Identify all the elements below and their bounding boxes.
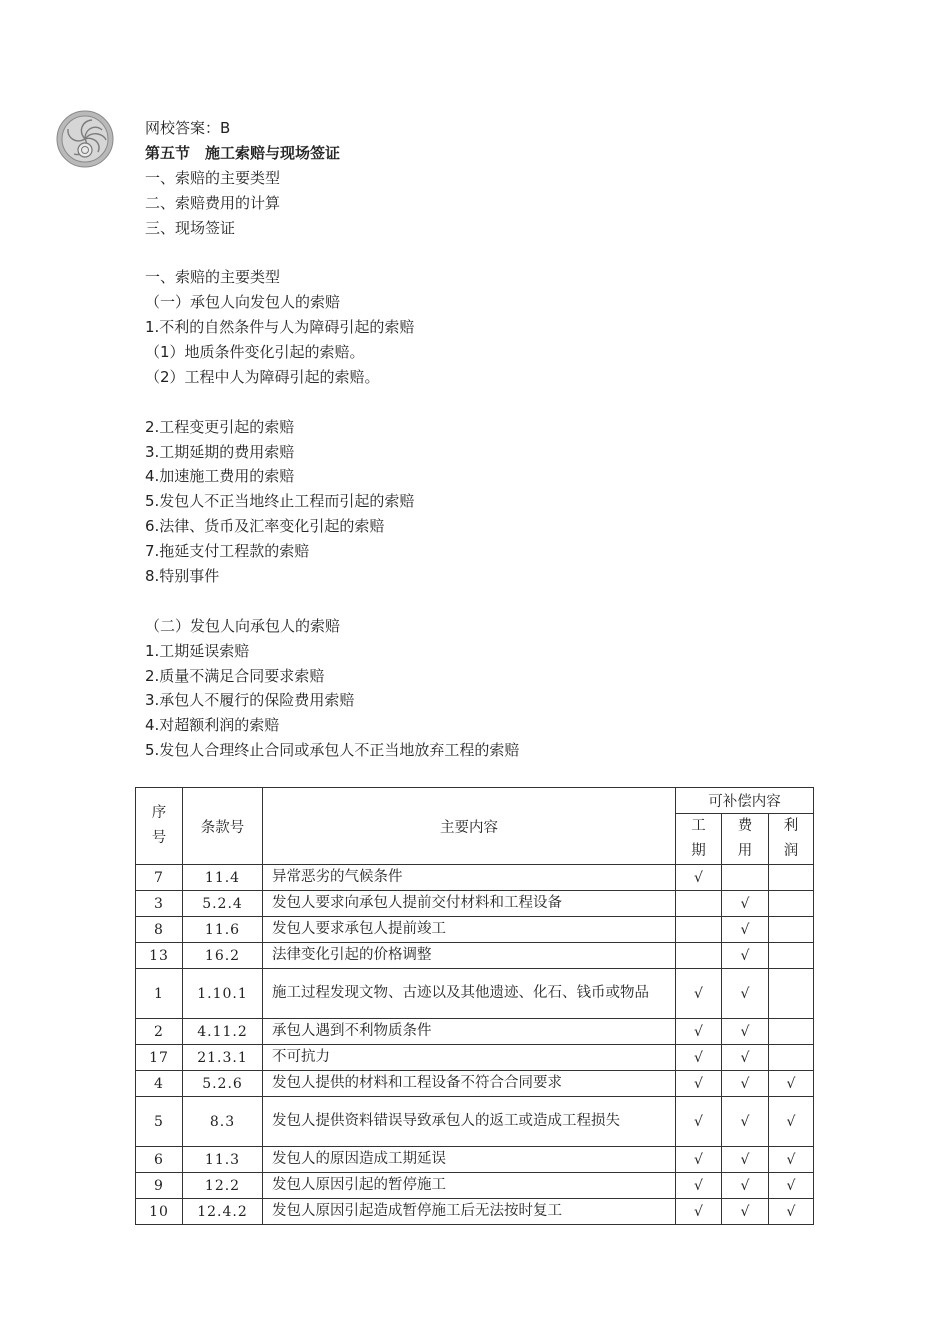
cell-content: 法律变化引起的价格调整 <box>263 943 676 969</box>
cell-cost: √ <box>722 1045 769 1071</box>
cell-clause: 12.4.2 <box>183 1199 263 1225</box>
cell-cost: √ <box>722 1147 769 1173</box>
list-item: 6.法律、货币及汇率变化引起的索赔 <box>145 517 385 536</box>
cell-seq: 6 <box>136 1147 183 1173</box>
cell-content: 发包人原因引起的暂停施工 <box>263 1173 676 1199</box>
cell-cost: √ <box>722 917 769 943</box>
cell-time <box>676 943 722 969</box>
cell-seq: 5 <box>136 1097 183 1147</box>
answer-line: 网校答案：B <box>145 119 231 137</box>
cell-cost: √ <box>722 891 769 917</box>
table-row <box>136 1173 814 1199</box>
table-row <box>136 1147 814 1173</box>
list-subitem: （2）工程中人为障碍引起的索赔。 <box>145 367 380 386</box>
list-item: 2.工程变更引起的索赔 <box>145 417 295 436</box>
cell-clause: 21.3.1 <box>183 1045 263 1071</box>
cell-time: √ <box>676 1019 722 1045</box>
cell-profit <box>769 865 814 891</box>
cell-seq: 10 <box>136 1199 183 1225</box>
list-item: 8.特别事件 <box>145 567 220 586</box>
cell-seq: 3 <box>136 891 183 917</box>
cell-content: 发包人要求向承包人提前交付材料和工程设备 <box>263 891 676 917</box>
cell-time <box>676 891 722 917</box>
cell-profit: √ <box>769 1147 814 1173</box>
cell-time: √ <box>676 865 722 891</box>
cell-profit: √ <box>769 1097 814 1147</box>
cell-clause: 12.2 <box>183 1173 263 1199</box>
cell-content: 不可抗力 <box>263 1045 676 1071</box>
school-logo-icon <box>52 110 118 168</box>
table-row <box>136 1019 814 1045</box>
table-row <box>136 1045 814 1071</box>
cell-clause: 5.2.6 <box>183 1071 263 1097</box>
cell-time: √ <box>676 1199 722 1225</box>
cell-time: √ <box>676 1071 722 1097</box>
table-row <box>136 969 814 1019</box>
cell-clause: 4.11.2 <box>183 1019 263 1045</box>
list-item: 7.拖延支付工程款的索赔 <box>145 542 310 561</box>
cell-clause: 8.3 <box>183 1097 263 1147</box>
cell-clause: 11.4 <box>183 865 263 891</box>
cell-profit: √ <box>769 1199 814 1225</box>
cell-time: √ <box>676 1147 722 1173</box>
cell-content: 发包人要求承包人提前竣工 <box>263 917 676 943</box>
list-item: 3.承包人不履行的保险费用索赔 <box>145 691 355 710</box>
table-row <box>136 865 814 891</box>
cell-seq: 9 <box>136 1173 183 1199</box>
cell-content: 发包人提供资料错误导致承包人的返工或造成工程损失 <box>263 1097 676 1147</box>
cell-seq: 4 <box>136 1071 183 1097</box>
table-row <box>136 1071 814 1097</box>
cell-content: 异常恶劣的气候条件 <box>263 865 676 891</box>
cell-cost: √ <box>722 969 769 1019</box>
outline-item: 二、索赔费用的计算 <box>145 193 281 212</box>
cell-clause: 1.10.1 <box>183 969 263 1019</box>
table-row <box>136 1199 814 1225</box>
part-heading: 一、索赔的主要类型 <box>145 268 281 287</box>
outline-item: 一、索赔的主要类型 <box>145 168 281 187</box>
cell-clause: 16.2 <box>183 943 263 969</box>
cell-clause: 11.3 <box>183 1147 263 1173</box>
list-item: 5.发包人不正当地终止工程而引起的索赔 <box>145 492 415 511</box>
cell-seq: 1 <box>136 969 183 1019</box>
subsection-heading: （一）承包人向发包人的索赔 <box>145 293 341 312</box>
cell-content: 发包人原因引起造成暂停施工后无法按时复工 <box>263 1199 676 1225</box>
header-profit: 利润 <box>769 814 814 865</box>
cell-time <box>676 917 722 943</box>
section-title: 第五节 施工索赔与现场签证 <box>145 143 341 162</box>
cell-content: 承包人遇到不利物质条件 <box>263 1019 676 1045</box>
cell-profit <box>769 891 814 917</box>
cell-seq: 17 <box>136 1045 183 1071</box>
list-item: 4.加速施工费用的索赔 <box>145 467 295 486</box>
cell-time: √ <box>676 969 722 1019</box>
cell-seq: 7 <box>136 865 183 891</box>
header-time: 工期 <box>676 814 722 865</box>
cell-time: √ <box>676 1097 722 1147</box>
outline-item: 三、现场签证 <box>145 218 236 237</box>
cell-profit <box>769 917 814 943</box>
table-row <box>136 943 814 969</box>
cell-profit: √ <box>769 1173 814 1199</box>
cell-seq: 8 <box>136 917 183 943</box>
cell-profit <box>769 943 814 969</box>
list-item: 1.工期延误索赔 <box>145 641 250 660</box>
cell-clause: 11.6 <box>183 917 263 943</box>
cell-cost: √ <box>722 1173 769 1199</box>
cell-seq: 13 <box>136 943 183 969</box>
list-subitem: （1）地质条件变化引起的索赔。 <box>145 343 365 362</box>
cell-profit <box>769 1019 814 1045</box>
cell-profit <box>769 969 814 1019</box>
header-seq: 序号 <box>136 788 183 865</box>
cell-cost: √ <box>722 943 769 969</box>
compensation-table <box>135 787 814 1225</box>
cell-content: 施工过程发现文物、古迹以及其他遗迹、化石、钱币或物品 <box>263 969 676 1019</box>
cell-clause: 5.2.4 <box>183 891 263 917</box>
document-body <box>145 116 865 763</box>
header-compensable: 可补偿内容 <box>676 788 814 814</box>
list-item: 4.对超额利润的索赔 <box>145 716 280 735</box>
cell-content: 发包人的原因造成工期延误 <box>263 1147 676 1173</box>
cell-profit <box>769 1045 814 1071</box>
list-item: 2.质量不满足合同要求索赔 <box>145 666 325 685</box>
header-content: 主要内容 <box>263 788 676 865</box>
cell-cost: √ <box>722 1199 769 1225</box>
list-item: 3.工期延期的费用索赔 <box>145 442 295 461</box>
cell-seq: 2 <box>136 1019 183 1045</box>
table-row <box>136 917 814 943</box>
cell-time: √ <box>676 1173 722 1199</box>
list-item: 5.发包人合理终止合同或承包人不正当地放弃工程的索赔 <box>145 741 520 760</box>
subsection-heading: （二）发包人向承包人的索赔 <box>145 616 341 635</box>
table-row <box>136 1097 814 1147</box>
list-item: 1.不利的自然条件与人为障碍引起的索赔 <box>145 318 415 337</box>
cell-cost <box>722 865 769 891</box>
cell-cost: √ <box>722 1097 769 1147</box>
cell-cost: √ <box>722 1019 769 1045</box>
cell-profit: √ <box>769 1071 814 1097</box>
cell-content: 发包人提供的材料和工程设备不符合合同要求 <box>263 1071 676 1097</box>
header-cost: 费用 <box>722 814 769 865</box>
cell-cost: √ <box>722 1071 769 1097</box>
header-clause: 条款号 <box>183 788 263 865</box>
table-row <box>136 891 814 917</box>
cell-time: √ <box>676 1045 722 1071</box>
